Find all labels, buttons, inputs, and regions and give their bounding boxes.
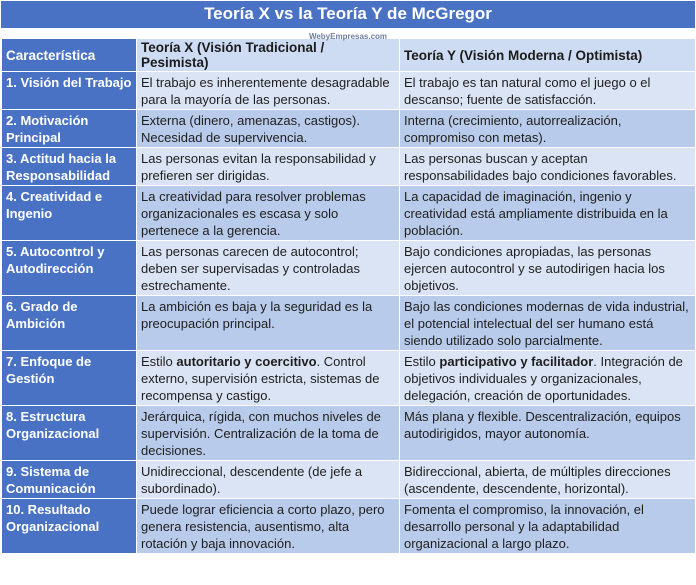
row-characteristic: 4. Creatividad e Ingenio bbox=[2, 186, 137, 241]
cell-text: Bajo condiciones apropiadas, las personas ejercen autocontrol y se autodirigen hacia los objetivos. bbox=[404, 244, 665, 293]
table-row bbox=[2, 296, 696, 351]
row-characteristic: 8. Estructura Organizacional bbox=[2, 406, 137, 461]
theory-y-cell bbox=[400, 110, 696, 148]
theory-x-cell bbox=[137, 186, 400, 241]
cell-bold-text: autoritario y coercitivo bbox=[176, 354, 317, 369]
row-characteristic: 10. Resultado Organizacional bbox=[2, 499, 137, 554]
theory-x-cell bbox=[137, 148, 400, 186]
row-characteristic: 7. Enfoque de Gestión bbox=[2, 351, 137, 406]
table-body bbox=[2, 72, 696, 554]
table-row bbox=[2, 461, 696, 499]
theory-x-cell bbox=[137, 296, 400, 351]
cell-text: Fomenta el compromiso, la innovación, el desarrollo personal y la adaptabilidad organizacional a largo plazo. bbox=[404, 502, 644, 551]
table-row bbox=[2, 110, 696, 148]
theory-y-cell bbox=[400, 186, 696, 241]
cell-text: Estilo bbox=[404, 354, 440, 369]
page-title: Teoría X vs la Teoría Y de McGregor bbox=[204, 4, 492, 23]
theory-x-cell bbox=[137, 110, 400, 148]
cell-text: La capacidad de imaginación, ingenio y creatividad está ampliamente distribuida en la población. bbox=[404, 189, 668, 238]
cell-text: Estilo bbox=[141, 354, 177, 369]
theory-y-cell bbox=[400, 351, 696, 406]
theory-y-cell bbox=[400, 406, 696, 461]
header-theory-x: Teoría X (Visión Tradicional / Pesimista) bbox=[137, 39, 400, 72]
row-characteristic: 3. Actitud hacia la Responsabilidad bbox=[2, 148, 137, 186]
header-theory-y: Teoría Y (Visión Moderna / Optimista) bbox=[400, 39, 696, 72]
title-banner bbox=[1, 1, 695, 41]
cell-text: Bajo las condiciones modernas de vida industrial, el potencial intelectual del ser humano está siendo utilizado solo parcialmente. bbox=[404, 299, 689, 348]
theory-x-cell bbox=[137, 499, 400, 554]
cell-text: Las personas carecen de autocontrol; deben ser supervisadas y controladas estrechamente. bbox=[141, 244, 360, 293]
theory-x-cell bbox=[137, 241, 400, 296]
cell-text: El trabajo es inherentemente desagradable para la mayoría de las personas. bbox=[141, 75, 390, 107]
cell-text-continued: . Control externo, supervisión estricta, sistemas de recompensa y castigo. bbox=[141, 354, 380, 403]
cell-text: Externa (dinero, amenazas, castigos). Necesidad de supervivencia. bbox=[141, 113, 360, 145]
cell-text-continued: . Integración de objetivos individuales y organizacionales, delegación, creación de oportunidades. bbox=[404, 354, 683, 403]
cell-text: El trabajo es tan natural como el juego o el descanso; fuente de satisfacción. bbox=[404, 75, 651, 107]
theory-y-cell bbox=[400, 72, 696, 110]
cell-text: Unidireccional, descendente (de jefe a subordinado). bbox=[141, 464, 363, 496]
cell-text: Bidireccional, abierta, de múltiples direcciones (ascendente, descendente, horizontal). bbox=[404, 464, 671, 496]
theory-y-cell bbox=[400, 148, 696, 186]
cell-text: Más plana y flexible. Descentralización, equipos autodirigidos, mayor autonomía. bbox=[404, 409, 681, 441]
cell-text: Puede lograr eficiencia a corto plazo, pero genera resistencia, ausentismo, alta rotación y baja innovación. bbox=[141, 502, 385, 551]
table-row bbox=[2, 241, 696, 296]
cell-text: Las personas buscan y aceptan responsabilidades bajo condiciones favorables. bbox=[404, 151, 677, 183]
cell-text: Interna (crecimiento, autorrealización, compromiso con metas). bbox=[404, 113, 622, 145]
theory-x-cell bbox=[137, 461, 400, 499]
row-characteristic: 9. Sistema de Comunicación bbox=[2, 461, 137, 499]
row-characteristic: 1. Visión del Trabajo bbox=[2, 72, 137, 110]
header-characteristic: Característica bbox=[2, 39, 137, 72]
table-row bbox=[2, 499, 696, 554]
table-row bbox=[2, 72, 696, 110]
cell-bold-text: participativo y facilitador bbox=[439, 354, 594, 369]
theory-y-cell bbox=[400, 499, 696, 554]
comparison-document bbox=[1, 1, 695, 583]
table-row bbox=[2, 406, 696, 461]
theory-y-cell bbox=[400, 296, 696, 351]
cell-text: La ambición es baja y la seguridad es la preocupación principal. bbox=[141, 299, 373, 331]
table-row bbox=[2, 148, 696, 186]
table-row bbox=[2, 186, 696, 241]
row-characteristic: 5. Autocontrol y Autodirección bbox=[2, 241, 137, 296]
watermark: WebyEmpresas.com bbox=[308, 32, 388, 41]
theory-y-cell bbox=[400, 241, 696, 296]
comparison-table bbox=[1, 38, 696, 554]
theory-x-cell bbox=[137, 406, 400, 461]
cell-text: Las personas evitan la responsabilidad y prefieren ser dirigidas. bbox=[141, 151, 376, 183]
row-characteristic: 6. Grado de Ambición bbox=[2, 296, 137, 351]
cell-text: La creatividad para resolver problemas organizacionales es escasa y solo pertenece a la gerencia. bbox=[141, 189, 366, 238]
cell-text: Jerárquica, rígida, con muchos niveles de supervisión. Centralización de la toma de decisiones. bbox=[141, 409, 381, 458]
theory-y-cell bbox=[400, 461, 696, 499]
theory-x-cell bbox=[137, 72, 400, 110]
theory-x-cell bbox=[137, 351, 400, 406]
table-row bbox=[2, 351, 696, 406]
row-characteristic: 2. Motivación Principal bbox=[2, 110, 137, 148]
